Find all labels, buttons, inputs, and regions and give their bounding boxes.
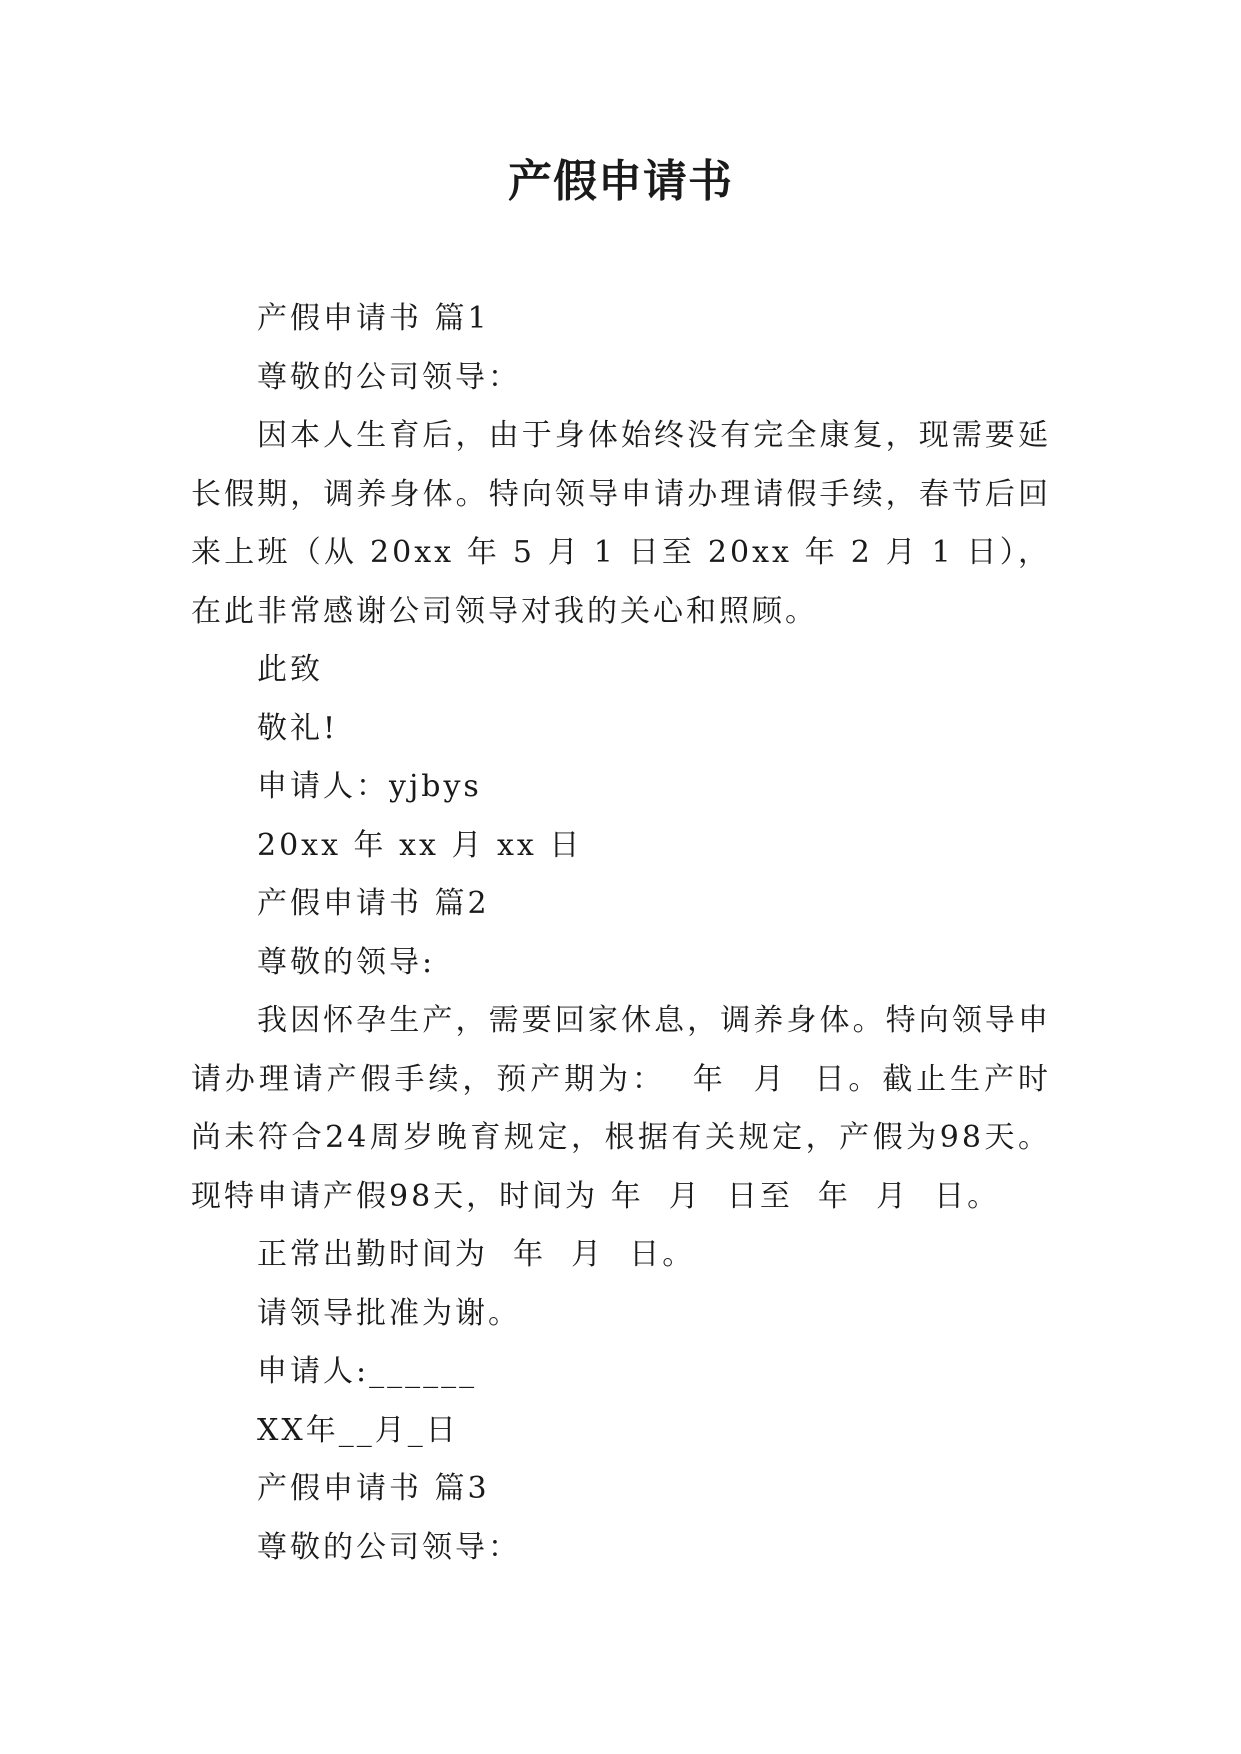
document-body	[191, 290, 1051, 1577]
closing-line: 此致	[257, 652, 323, 687]
salutation: 尊敬的领导:	[257, 944, 436, 980]
date-line: XX年__月_日	[257, 1412, 459, 1448]
date-line: 20xx 年 xx 月 xx 日	[257, 827, 583, 863]
section-heading-3: 产假申请书 篇3	[257, 1471, 490, 1506]
body-paragraph: 因本人生育后，由于身体始终没有完全康复，现需要延长假期，调养身体。特向领导申请办理请假手续，春节后回来上班（从 20xx 年 5 月 1 日至 20xx 年 2 月 1 日），在此非常感谢公司领导对我的关心和照顾。	[191, 418, 1051, 629]
salutation: 尊敬的公司领导：	[257, 359, 521, 395]
closing-line: 请领导批准为谢。	[257, 1295, 521, 1331]
body-paragraph: 我因怀孕生产，需要回家休息，调养身体。特向领导申请办理请产假手续，预产期为： 年 月 日。截止生产时尚未符合24周岁晚育规定，根据有关规定，产假为98天。现特申请产假98天，时间为 年 月 日至 年 月 日。	[191, 1003, 1051, 1214]
section-heading-2: 产假申请书 篇2	[257, 886, 490, 921]
applicant-line: 申请人：yjbys	[257, 769, 482, 804]
body-paragraph: 正常出勤时间为 年 月 日。	[257, 1237, 696, 1272]
salutation: 尊敬的公司领导：	[257, 1529, 521, 1565]
applicant-line: 申请人:______	[257, 1354, 478, 1389]
section-heading-1: 产假申请书 篇1	[257, 301, 490, 336]
document-title: 产假申请书	[508, 156, 733, 207]
closing-regards: 敬礼!	[257, 710, 339, 746]
